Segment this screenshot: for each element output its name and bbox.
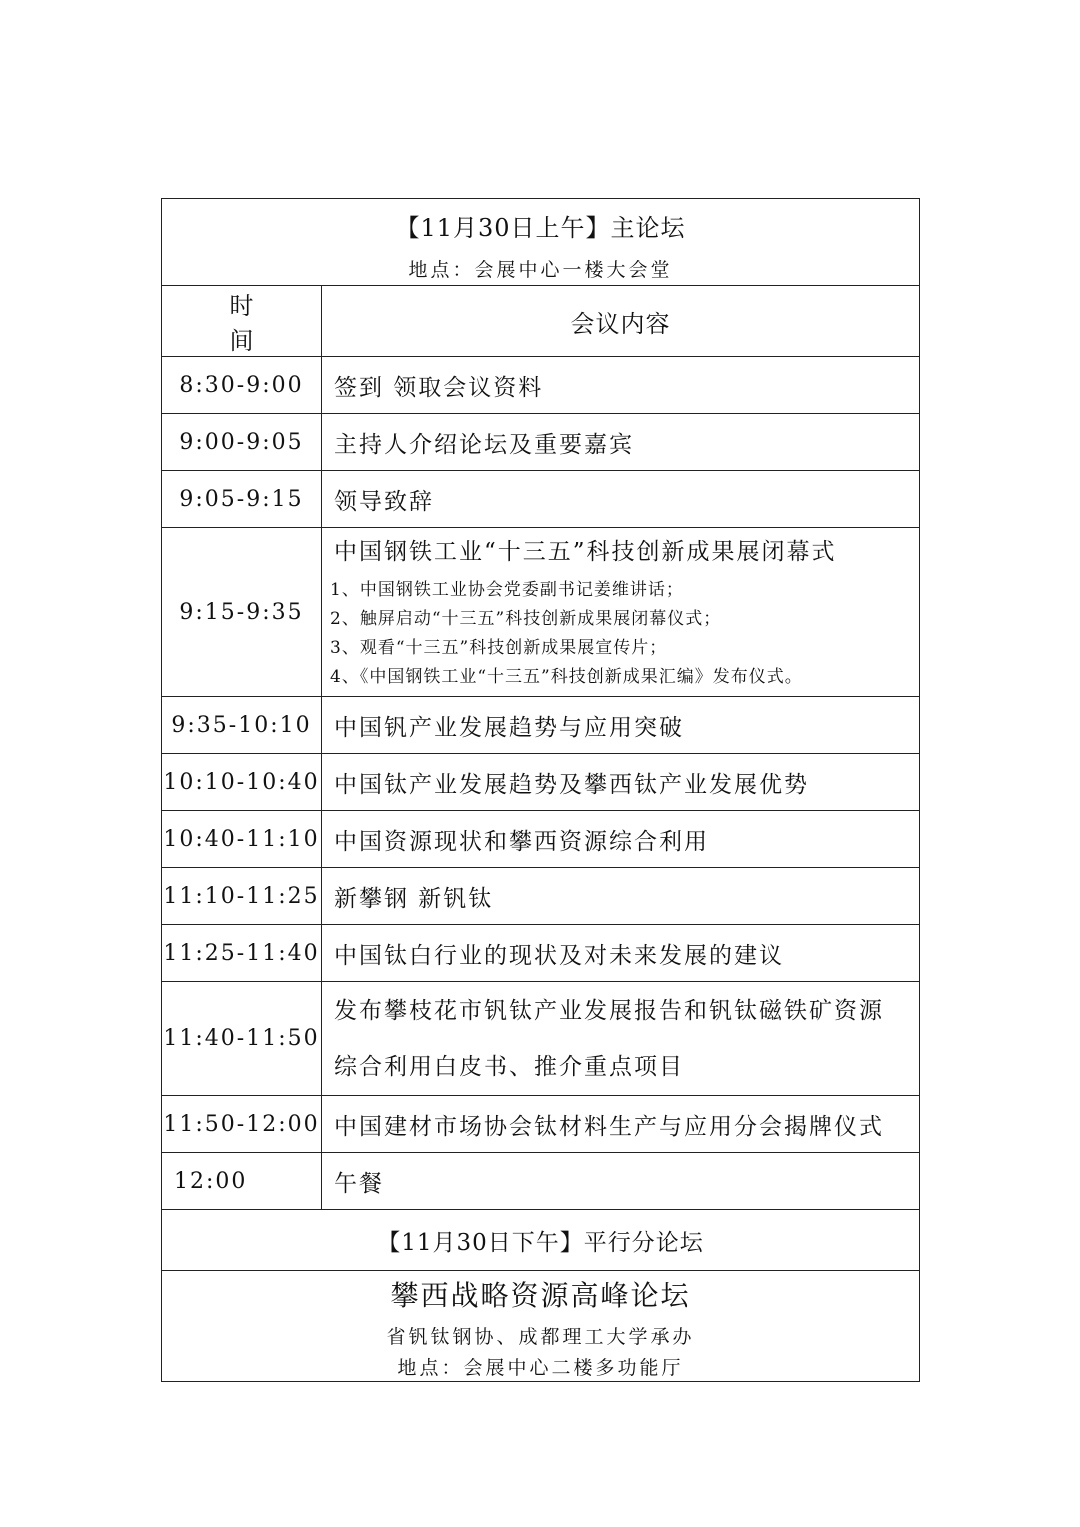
row-content-sub-item: 2、触屏启动“十三五”科技创新成果展闭幕仪式； (330, 608, 722, 629)
row-time: 9:00-9:05 (162, 414, 322, 471)
row-time: 10:10-10:40 (162, 754, 322, 811)
table-row (162, 1153, 920, 1210)
content-column-header: 会议内容 (322, 286, 920, 357)
row-time: 11:25-11:40 (162, 925, 322, 982)
row-content-sub-item: 1、中国钢铁工业协会党委副书记姜维讲话； (330, 579, 684, 600)
time-column-header: 时间 (162, 286, 322, 357)
forum-organizer: 省钒钛钢协、成都理工大学承办 (386, 1326, 695, 1348)
row-content-sub-item: 4、《中国钢铁工业“十三五”科技创新成果汇编》发布仪式。 (330, 666, 803, 687)
table-row (162, 868, 920, 925)
row-content: 领导致辞 (322, 471, 920, 528)
table-row (162, 754, 920, 811)
row-time: 11:50-12:00 (162, 1096, 322, 1153)
row-content: 中国资源现状和攀西资源综合利用 (322, 811, 920, 868)
row-time: 9:15-9:35 (162, 528, 322, 697)
morning-location: 地点：会展中心一楼大会堂 (408, 259, 673, 281)
afternoon-title: 【11月30日下午】平行分论坛 (162, 1210, 920, 1271)
row-content: 中国钒产业发展趋势与应用突破 (322, 697, 920, 754)
table-row (162, 414, 920, 471)
table-row (162, 925, 920, 982)
row-time: 12:00 (162, 1153, 322, 1210)
table-row (162, 811, 920, 868)
table-row (162, 357, 920, 414)
row-content: 中国钛白行业的现状及对未来发展的建议 (322, 925, 920, 982)
table-row (162, 471, 920, 528)
row-content: 新攀钢 新钒钛 (322, 868, 920, 925)
table-row (162, 1096, 920, 1153)
row-content: 签到 领取会议资料 (322, 357, 920, 414)
row-content-line: 综合利用白皮书、推介重点项目 (334, 1053, 684, 1080)
agenda-table (161, 198, 920, 1382)
table-row (162, 982, 920, 1096)
forum-block (162, 1271, 920, 1382)
row-content-main: 中国钢铁工业“十三五”科技创新成果展闭幕式 (334, 538, 837, 565)
table-row (162, 697, 920, 754)
table-row (162, 528, 920, 697)
row-content (322, 982, 920, 1096)
row-content: 中国钛产业发展趋势及攀西钛产业发展优势 (322, 754, 920, 811)
row-content-line: 发布攀枝花市钒钛产业发展报告和钒钛磁铁矿资源 (334, 997, 884, 1024)
row-content: 中国建材市场协会钛材料生产与应用分会揭牌仪式 (322, 1096, 920, 1153)
column-header-row (162, 286, 920, 357)
morning-title: 【11月30日上午】主论坛 (395, 214, 686, 242)
row-time: 9:35-10:10 (162, 697, 322, 754)
afternoon-section-header (162, 1210, 920, 1271)
row-content (322, 528, 920, 697)
row-content: 午餐 (322, 1153, 920, 1210)
row-time: 10:40-11:10 (162, 811, 322, 868)
row-time: 11:40-11:50 (162, 982, 322, 1096)
row-content: 主持人介绍论坛及重要嘉宾 (322, 414, 920, 471)
row-time: 9:05-9:15 (162, 471, 322, 528)
row-time: 11:10-11:25 (162, 868, 322, 925)
forum-location: 地点：会展中心二楼多功能厅 (397, 1357, 684, 1379)
row-time: 8:30-9:00 (162, 357, 322, 414)
morning-section-header (162, 199, 920, 286)
forum-title: 攀西战略资源高峰论坛 (390, 1279, 691, 1312)
row-content-sub-item: 3、观看“十三五”科技创新成果展宣传片； (330, 637, 668, 658)
